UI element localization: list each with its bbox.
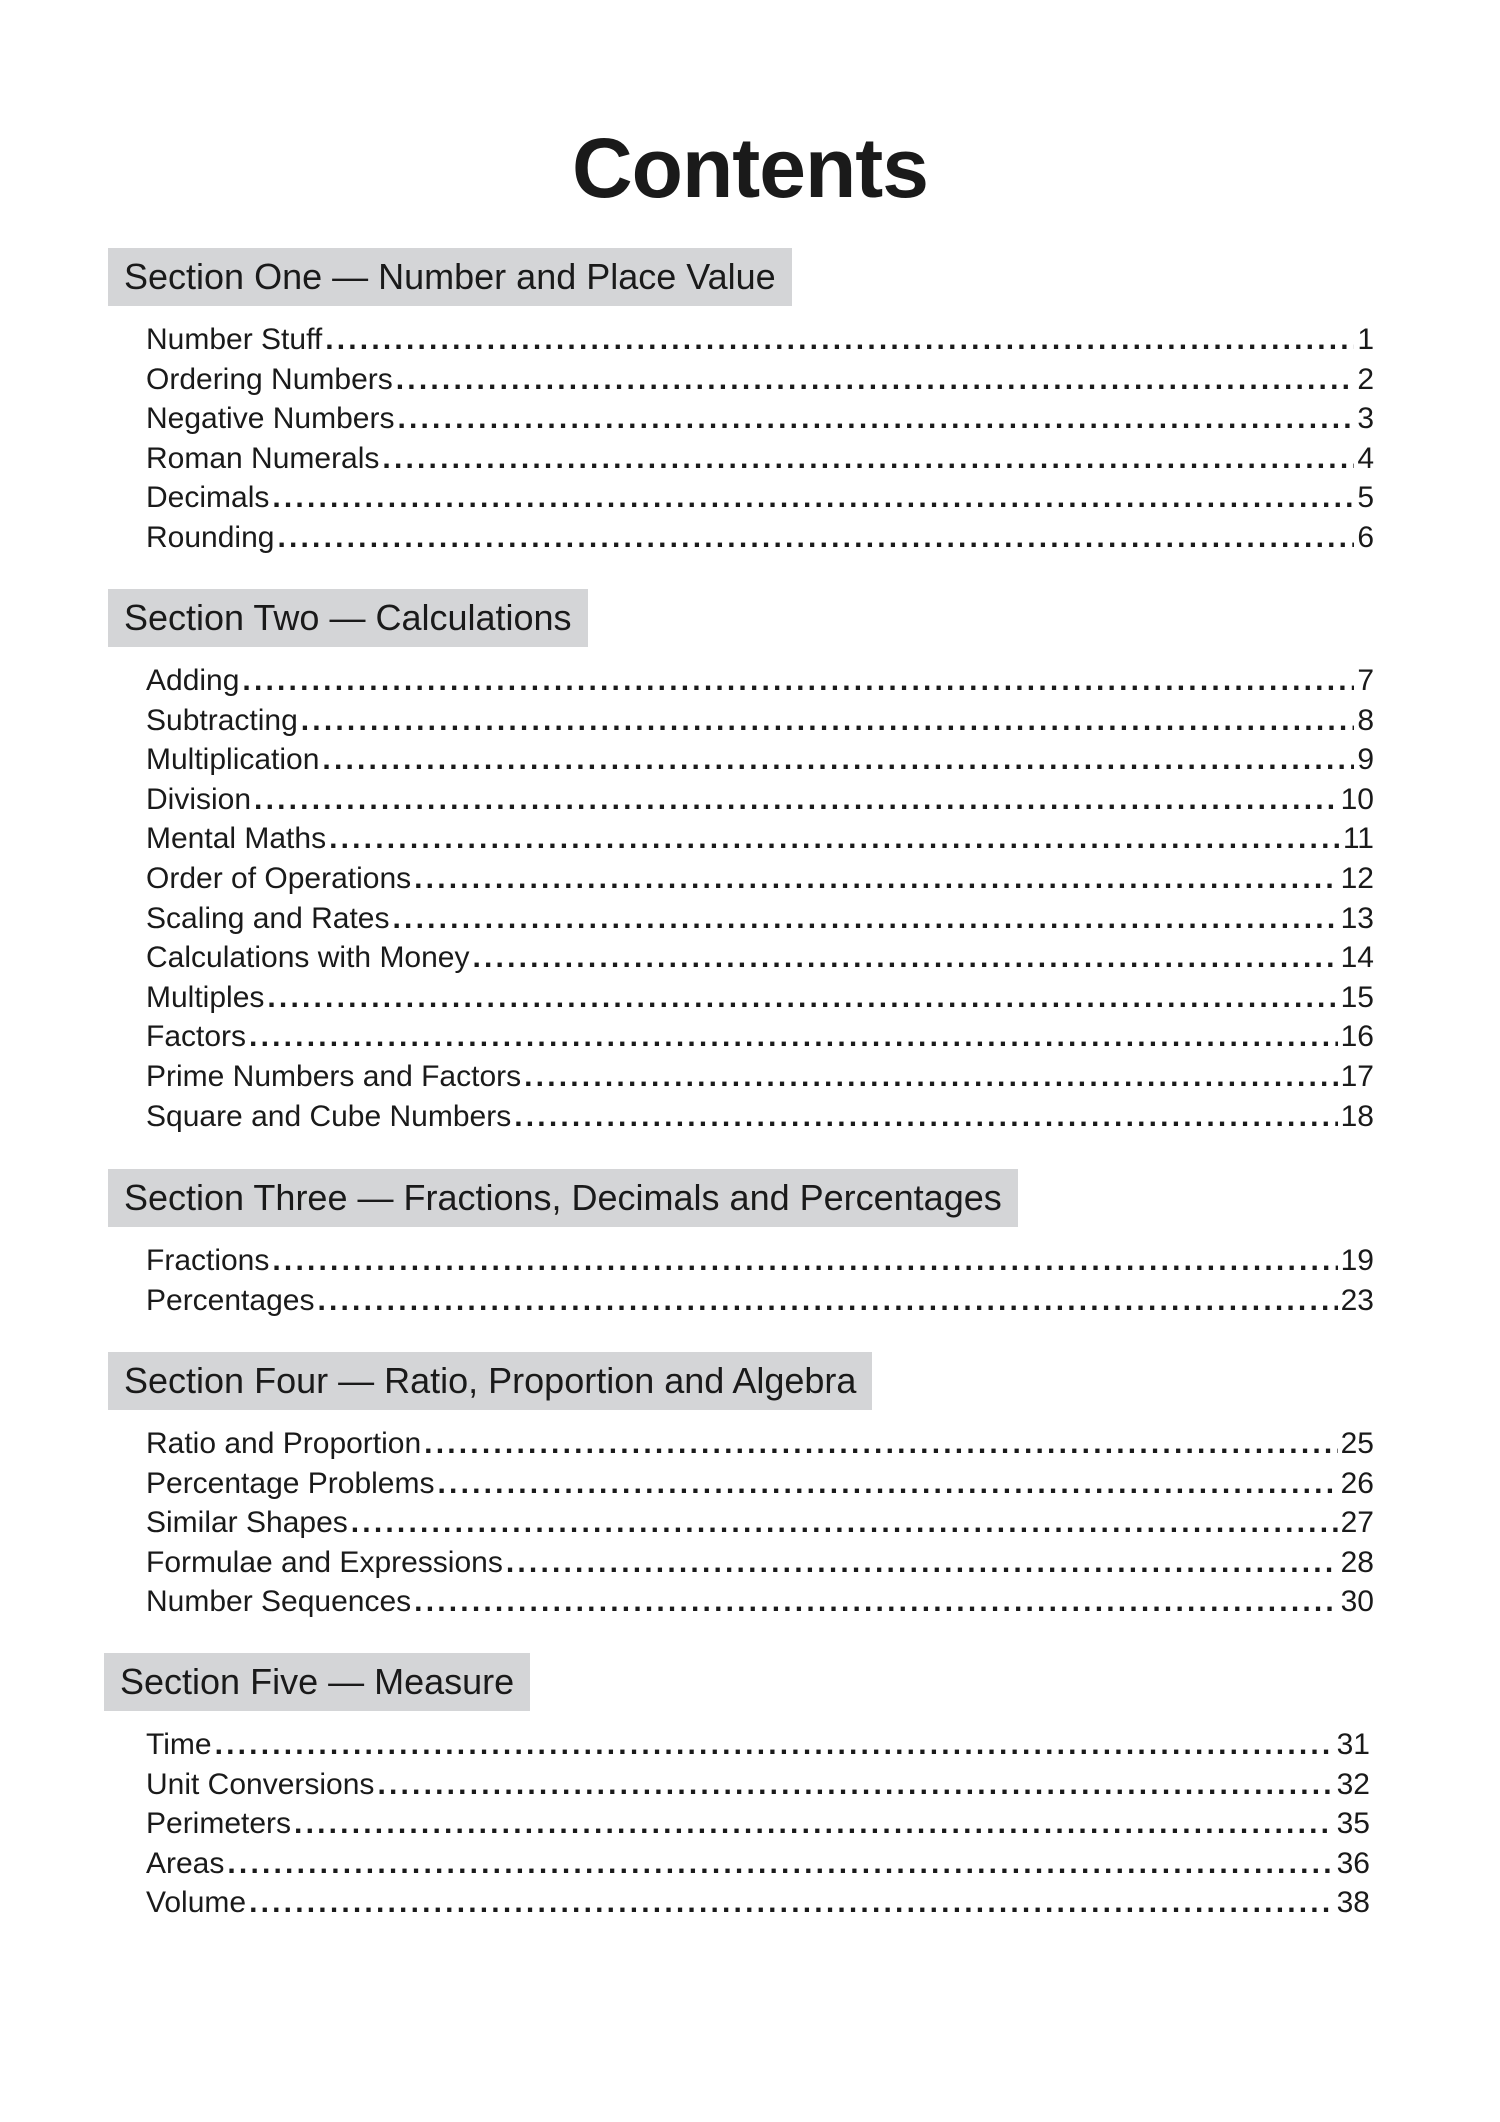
dot-leader: [272, 1241, 1337, 1281]
section-items: [108, 1241, 1374, 1320]
section-heading: Section Five — Measure: [104, 1653, 530, 1711]
contents-section: [108, 248, 1374, 558]
toc-entry: [146, 360, 1374, 400]
dot-leader: [414, 1582, 1337, 1622]
section-heading: Section Four — Ratio, Proportion and Algebra: [108, 1352, 872, 1410]
toc-entry: [146, 859, 1374, 899]
toc-entry: [146, 701, 1374, 741]
dot-leader: [514, 1097, 1337, 1137]
toc-entry-label: Percentages: [146, 1283, 315, 1317]
toc-entry-label: Division: [146, 782, 252, 816]
toc-entry: [146, 1241, 1374, 1281]
dot-leader: [414, 859, 1338, 899]
dot-leader: [472, 938, 1337, 978]
toc-entry-page: 36: [1336, 1846, 1370, 1880]
contents-section: [104, 1653, 1370, 1923]
toc-entry-page: 27: [1340, 1506, 1374, 1540]
toc-entry: [146, 1725, 1370, 1765]
toc-entry-page: 15: [1340, 980, 1374, 1014]
section-items: [108, 1424, 1374, 1622]
toc-entry-page: 2: [1357, 362, 1374, 396]
toc-entry-label: Decimals: [146, 481, 270, 515]
toc-entry-label: Subtracting: [146, 703, 298, 737]
toc-entry: [146, 1464, 1374, 1504]
dot-leader: [267, 978, 1337, 1018]
toc-entry-page: 11: [1342, 822, 1374, 856]
toc-entry-label: Fractions: [146, 1244, 270, 1277]
dot-leader: [301, 701, 1355, 741]
toc-entry-label: Factors: [146, 1020, 247, 1054]
toc-entry-page: 7: [1357, 664, 1374, 697]
dot-leader: [424, 1424, 1337, 1464]
toc-entry-label: Order of Operations: [146, 861, 412, 895]
dot-leader: [351, 1503, 1338, 1543]
toc-entry: [146, 1424, 1374, 1464]
dot-leader: [242, 661, 1354, 701]
toc-entry: [146, 1281, 1374, 1321]
section-heading: Section Two — Calculations: [108, 589, 588, 647]
toc-entry: [146, 978, 1374, 1018]
toc-entry: [146, 320, 1374, 360]
toc-entry-page: 10: [1340, 782, 1374, 816]
dot-leader: [397, 399, 1354, 439]
page-title: Contents: [572, 121, 928, 215]
dot-leader: [215, 1725, 1334, 1765]
dot-leader: [249, 1883, 1334, 1923]
toc-entry: [146, 740, 1374, 780]
dot-leader: [396, 360, 1355, 400]
dot-leader: [325, 320, 1354, 360]
dot-leader: [294, 1804, 1334, 1844]
toc-entry-label: Multiplication: [146, 743, 320, 777]
toc-entry-page: 26: [1340, 1466, 1374, 1500]
section-items: [108, 661, 1374, 1136]
toc-entry-page: 18: [1340, 1099, 1374, 1133]
toc-entry-label: Roman Numerals: [146, 441, 380, 475]
toc-entry-label: Ordering Numbers: [146, 362, 393, 396]
toc-entry-page: 9: [1357, 743, 1374, 777]
toc-entry-page: 17: [1340, 1059, 1374, 1093]
toc-entry: [146, 439, 1374, 479]
toc-entry-page: 38: [1336, 1886, 1370, 1920]
toc-entry: [146, 1057, 1374, 1097]
section-heading: Section Three — Fractions, Decimals and Percentages: [108, 1169, 1018, 1227]
toc-entry-label: Calculations with Money: [146, 941, 470, 975]
contents-section: [108, 1169, 1374, 1320]
contents-section: [108, 1352, 1374, 1622]
dot-leader: [382, 439, 1354, 479]
toc-entry: [146, 399, 1374, 439]
toc-entry-page: 1: [1357, 323, 1374, 356]
toc-entry-page: 23: [1340, 1283, 1374, 1317]
dot-leader: [254, 780, 1338, 820]
dot-leader: [249, 1017, 1338, 1057]
toc-entry-label: Areas: [146, 1846, 225, 1880]
toc-entry: [146, 1543, 1374, 1583]
toc-entry-label: Percentage Problems: [146, 1466, 435, 1500]
toc-entry: [146, 899, 1374, 939]
toc-entry-label: Negative Numbers: [146, 402, 395, 436]
toc-entry-page: 28: [1340, 1545, 1374, 1579]
toc-entry: [146, 518, 1374, 558]
dot-leader: [377, 1765, 1333, 1805]
dot-leader: [438, 1464, 1338, 1504]
toc-entry-page: 12: [1340, 861, 1374, 895]
toc-entry: [146, 1017, 1374, 1057]
toc-entry-label: Rounding: [146, 520, 275, 554]
toc-entry: [146, 780, 1374, 820]
toc-entry-label: Number Sequences: [146, 1585, 412, 1619]
toc-entry-page: 25: [1340, 1427, 1374, 1460]
dot-leader: [506, 1543, 1338, 1583]
toc-entry-label: Number Stuff: [146, 323, 323, 356]
toc-entry: [146, 1582, 1374, 1622]
toc-entry-label: Volume: [146, 1886, 247, 1920]
toc-entry-page: 32: [1336, 1767, 1370, 1801]
toc-entry-page: 35: [1336, 1807, 1370, 1841]
toc-entry-page: 19: [1340, 1244, 1374, 1277]
toc-entry-page: 4: [1357, 441, 1374, 475]
toc-entry: [146, 1844, 1370, 1884]
toc-entry-label: Perimeters: [146, 1807, 292, 1841]
toc-entry-page: 8: [1357, 703, 1374, 737]
toc-entry: [146, 938, 1374, 978]
dot-leader: [277, 518, 1354, 558]
toc-entry-label: Multiples: [146, 980, 265, 1014]
contents-section: [108, 589, 1374, 1136]
toc-entry: [146, 478, 1374, 518]
toc-entry-page: 31: [1336, 1728, 1370, 1761]
toc-entry-label: Unit Conversions: [146, 1767, 375, 1801]
toc-entry-page: 3: [1357, 402, 1374, 436]
toc-entry-label: Square and Cube Numbers: [146, 1099, 512, 1133]
toc-entry: [146, 1503, 1374, 1543]
dot-leader: [227, 1844, 1333, 1884]
toc-entry-page: 6: [1357, 520, 1374, 554]
toc-entry-label: Ratio and Proportion: [146, 1427, 422, 1460]
toc-entry: [146, 1883, 1370, 1923]
dot-leader: [322, 740, 1354, 780]
dot-leader: [393, 899, 1338, 939]
section-items: [104, 1725, 1370, 1923]
toc-entry: [146, 819, 1374, 859]
dot-leader: [329, 819, 1340, 859]
toc-entry-label: Time: [146, 1728, 212, 1761]
toc-entry: [146, 1804, 1370, 1844]
toc-entry-page: 30: [1340, 1585, 1374, 1619]
toc-entry-page: 16: [1340, 1020, 1374, 1054]
dot-leader: [317, 1281, 1337, 1321]
toc-entry-label: Similar Shapes: [146, 1506, 348, 1540]
dot-leader: [272, 478, 1354, 518]
section-heading: Section One — Number and Place Value: [108, 248, 792, 306]
toc-entry-label: Scaling and Rates: [146, 901, 390, 935]
toc-entry-page: 5: [1357, 481, 1374, 515]
section-items: [108, 320, 1374, 558]
toc-entry: [146, 1765, 1370, 1805]
toc-entry: [146, 1097, 1374, 1137]
toc-entry-page: 13: [1340, 901, 1374, 935]
toc-entry-label: Formulae and Expressions: [146, 1545, 503, 1579]
toc-entry-label: Adding: [146, 664, 240, 697]
dot-leader: [524, 1057, 1338, 1097]
toc-entry-page: 14: [1340, 941, 1374, 975]
toc-entry: [146, 661, 1374, 701]
toc-entry-label: Prime Numbers and Factors: [146, 1059, 522, 1093]
toc-entry-label: Mental Maths: [146, 822, 327, 856]
